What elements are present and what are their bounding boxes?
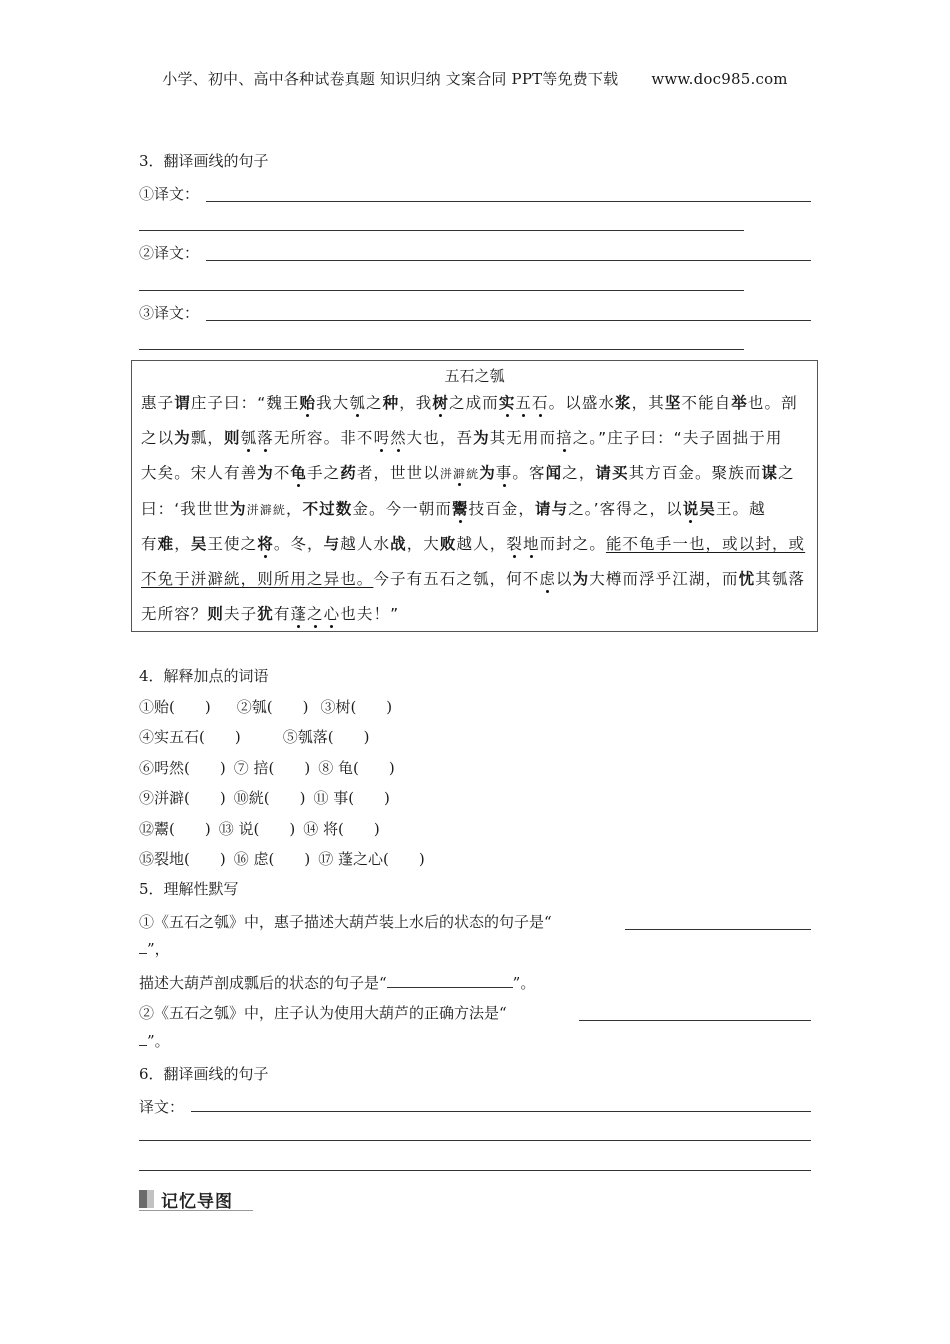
q4-row — [139, 818, 380, 839]
q3-title: 3．翻译画线的句子 — [139, 152, 269, 170]
dotted-keyword: 地 — [523, 532, 540, 554]
passage-text: 不 — [273, 464, 291, 482]
q5-title: 5．理解性默写 — [139, 880, 239, 898]
page-header — [0, 68, 950, 89]
q6-title: 6．翻译画线的句子 — [139, 1065, 269, 1083]
bold-keyword: 药 — [340, 464, 357, 482]
q3-item-1-answer-line-1[interactable] — [206, 201, 811, 202]
passage-text: 之 — [365, 394, 383, 412]
passage-small-text: 洴 — [439, 467, 453, 481]
dotted-keyword: 树 — [432, 391, 449, 413]
dotted-keyword: 将 — [257, 532, 274, 554]
header-site: www.doc985.com — [651, 70, 788, 88]
passage-text: 瓢， — [190, 429, 225, 447]
q4-item: ⑪ 事( ) — [313, 789, 390, 807]
dotted-keyword: 心 — [324, 602, 341, 624]
passage-text: ， — [174, 535, 191, 553]
question-5 — [139, 878, 811, 1058]
bold-keyword: 为 — [479, 464, 496, 482]
q4-row — [139, 848, 425, 869]
passage-text: 之 — [778, 464, 795, 482]
q3-item-1-label: ①译文： — [139, 185, 200, 203]
bold-keyword: 闻 — [545, 464, 563, 482]
q5-item-1-blank[interactable] — [625, 929, 811, 930]
dotted-keyword: 蓬 — [290, 602, 307, 624]
dotted-keyword: 瓠 — [349, 391, 366, 413]
bold-keyword: 忧 — [738, 570, 756, 588]
bold-keyword: 坚 — [664, 394, 682, 412]
passage-small-text: 絖 — [466, 467, 480, 481]
passage-text: ， — [285, 500, 303, 518]
q5-item-1 — [139, 911, 552, 932]
passage-text: 王使之 — [207, 535, 258, 553]
q4-row — [139, 787, 390, 808]
dotted-keyword: 然 — [390, 426, 407, 448]
q5-item-2 — [139, 1002, 507, 1023]
passage-text: ，大 — [406, 535, 440, 553]
passage-text: 越人， — [456, 535, 507, 553]
q4-item: ⑯ 虑( ) — [233, 850, 311, 868]
passage-text: 之， — [562, 464, 596, 482]
bold-keyword: 种 — [382, 394, 400, 412]
q4-item: ⑰ 蓬之心( ) — [318, 850, 425, 868]
q5-item-1b-end: ”。 — [512, 974, 536, 992]
passage-text: 不能自 — [681, 394, 732, 412]
heading-marker-icon-light — [147, 1190, 154, 1208]
passage-line — [141, 426, 782, 448]
q6-answer-line-2[interactable] — [139, 1140, 811, 1141]
memory-map-heading — [139, 1186, 253, 1212]
dotted-keyword: 贻 — [300, 391, 317, 413]
bold-keyword: 则 — [224, 429, 241, 447]
q4-item: ⑧ 龟( ) — [318, 759, 395, 777]
dotted-keyword: 掊 — [556, 426, 573, 448]
q4-item: ⑦ 掊( ) — [233, 759, 311, 777]
q4-row — [139, 757, 395, 778]
bold-keyword: 请与 — [535, 500, 569, 518]
q3-item-1-answer-line-2[interactable] — [139, 230, 744, 231]
q5-item-1b — [139, 972, 535, 993]
q4-item: ⑮裂地( ) — [139, 850, 226, 868]
passage-box — [131, 360, 818, 632]
passage-text: 之成而 — [449, 394, 499, 412]
bold-keyword: 浆 — [615, 394, 632, 412]
bold-keyword: 吴 — [699, 500, 716, 518]
passage-text: ，我 — [399, 394, 433, 412]
dotted-keyword: 之 — [307, 602, 324, 624]
q4-row — [139, 726, 369, 747]
bold-keyword: 犹 — [257, 605, 274, 623]
passage-text: 金。今一朝而 — [352, 500, 452, 518]
bold-keyword: 不过数 — [302, 500, 353, 518]
q3-item-3-label: ③译文： — [139, 304, 200, 322]
passage-text: 曰：‘我世世 — [141, 500, 231, 518]
q4-item: ⑨洴澼( ) — [139, 789, 226, 807]
heading-marker-icon — [139, 1190, 147, 1208]
passage-text: 有 — [141, 535, 158, 553]
bold-keyword: 谓 — [174, 394, 191, 412]
passage-text: 。冬， — [273, 535, 324, 553]
passage-text: 以 — [556, 570, 573, 588]
q4-item: ⑬ 说( ) — [218, 820, 296, 838]
passage-text: 者，世世以 — [356, 464, 440, 482]
passage-text: 之。’客得之，以 — [568, 500, 683, 518]
passage-text: 无所容。非不 — [273, 429, 374, 447]
q5-item-1-blank-tail[interactable] — [139, 939, 147, 954]
bold-keyword: 举 — [731, 394, 748, 412]
passage-line — [141, 532, 805, 554]
q3-item-2-answer-line-1[interactable] — [206, 260, 811, 261]
q3-item-3-answer-line-2[interactable] — [139, 349, 744, 350]
dotted-keyword: 虑 — [539, 567, 556, 589]
q5-item-1-end: ”， — [147, 940, 170, 958]
underlined-sentence: 能不龟手一也，或以封，或 — [605, 535, 806, 553]
q4-item: ⑥呺然( ) — [139, 759, 226, 777]
question-3 — [139, 150, 811, 350]
passage-text: 其方百金。聚族而 — [628, 464, 762, 482]
passage-text: 也夫！” — [340, 605, 400, 623]
bold-keyword: 与 — [323, 535, 341, 553]
bold-keyword: 请买 — [595, 464, 629, 482]
passage-text: 。以盛水 — [548, 394, 616, 412]
q5-item-2-end: ”。 — [147, 1032, 170, 1050]
dotted-keyword: 石 — [532, 391, 549, 413]
q4-item: ④实五石( ) — [139, 728, 241, 746]
q5-item-2-end-row — [139, 1030, 170, 1051]
dotted-keyword: 说 — [683, 497, 700, 519]
bold-keyword: 难 — [157, 535, 175, 553]
passage-text: 之。”庄子曰：“夫子固拙于用 — [572, 429, 783, 447]
passage-text: 有 — [273, 605, 291, 623]
q4-title: 4．解释加点的词语 — [139, 667, 269, 685]
q3-item-3-answer-line-1[interactable] — [206, 320, 811, 321]
dotted-keyword: 裂 — [506, 532, 523, 554]
passage-text: 惠子 — [141, 394, 175, 412]
dotted-keyword: 落 — [257, 426, 274, 448]
q6-answer-line-1[interactable] — [191, 1111, 811, 1112]
q4-row — [139, 696, 392, 717]
bold-keyword: 为 — [572, 570, 590, 588]
q5-item-2-blank-tail[interactable] — [139, 1031, 147, 1046]
q4-item: ⑤瓠落( ) — [282, 728, 370, 746]
q6-answer-line-3[interactable] — [139, 1170, 811, 1171]
passage-text: 越人水 — [340, 535, 391, 553]
underlined-sentence: 不免于洴澼絖，则所用之异也。 — [141, 570, 374, 588]
passage-text: 而封之。 — [539, 535, 606, 553]
q4-item: ②瓠( ) — [236, 698, 309, 716]
question-6 — [139, 1063, 811, 1178]
memory-map-title: 记忆导图 — [161, 1192, 233, 1212]
question-4 — [139, 665, 811, 875]
heading-underline — [139, 1210, 253, 1211]
passage-text: 手之 — [307, 464, 341, 482]
q5-item-1b-blank[interactable] — [387, 973, 513, 988]
passage-text: 夫子 — [224, 605, 258, 623]
passage-line — [141, 461, 795, 483]
dotted-keyword: 瓠 — [241, 426, 258, 448]
q5-item-1-end-row — [139, 938, 170, 959]
passage-text: 也。剖 — [747, 394, 798, 412]
dotted-keyword: 呺 — [373, 426, 390, 448]
q5-item-2-text: ②《五石之瓠》中，庄子认为使用大葫芦的正确方法是“ — [139, 1004, 507, 1022]
passage-text: 无所容？ — [141, 605, 208, 623]
passage-text: 大矣。宋人有善 — [141, 464, 258, 482]
passage-line — [141, 567, 805, 589]
passage-text: 庄子曰：“魏王 — [190, 394, 300, 412]
passage-text: 其无用而 — [489, 429, 557, 447]
passage-text: 其瓠落 — [755, 570, 806, 588]
q5-item-1b-text: 描述大葫芦剖成瓢后的状态的句子是“ — [139, 974, 387, 992]
dotted-keyword: 鬻 — [452, 497, 469, 519]
dotted-keyword: 五 — [515, 391, 532, 413]
q6-label: 译文： — [139, 1098, 185, 1116]
passage-text: 我大 — [316, 394, 350, 412]
bold-keyword: 为 — [257, 464, 274, 482]
bold-keyword: 败 — [439, 535, 457, 553]
q4-item: ⑩絖( ) — [233, 789, 306, 807]
passage-line — [141, 602, 399, 624]
passage-text: 大樽而浮乎江湖，而 — [589, 570, 739, 588]
passage-line — [141, 497, 766, 519]
q4-item: ①贻( ) — [139, 698, 211, 716]
bold-keyword: 谋 — [761, 464, 779, 482]
dotted-keyword: 实 — [499, 391, 516, 413]
q3-item-2-answer-line-2[interactable] — [139, 290, 744, 291]
passage-text: 。客 — [512, 464, 546, 482]
passage-title: 五石之瓠 — [444, 367, 505, 385]
q5-item-1-text: ①《五石之瓠》中，惠子描述大葫芦装上水后的状态的句子是“ — [139, 913, 552, 931]
passage-text: 大也，吾 — [406, 429, 474, 447]
passage-small-text: 澼 — [452, 467, 467, 481]
bold-keyword: 吴 — [190, 535, 208, 553]
q5-item-2-blank[interactable] — [579, 1020, 811, 1021]
passage-text: 之以 — [141, 429, 175, 447]
passage-text: ，其 — [631, 394, 665, 412]
bold-keyword: 为 — [230, 500, 247, 518]
bold-keyword: 为 — [174, 429, 191, 447]
q4-item: ③树( ) — [320, 698, 393, 716]
q4-item: ⑭ 将( ) — [303, 820, 380, 838]
passage-text: 技百金， — [468, 500, 535, 518]
passage-text: 今子有五石之瓠，何不 — [373, 570, 540, 588]
passage-line — [141, 391, 798, 413]
passage-text: 王。越 — [715, 500, 766, 518]
bold-keyword: 为 — [473, 429, 490, 447]
q3-item-2-label: ②译文： — [139, 244, 200, 262]
bold-keyword: 战 — [390, 535, 407, 553]
dotted-keyword: 龟 — [290, 461, 307, 483]
bold-keyword: 则 — [207, 605, 225, 623]
passage-small-text: 洴澼絖 — [246, 503, 286, 517]
q4-item: ⑫鬻( ) — [139, 820, 211, 838]
dotted-keyword: 事 — [496, 461, 513, 483]
header-slogan: 小学、初中、高中各种试卷真题 知识归纳 文案合同 PPT等免费下载 — [162, 70, 619, 88]
